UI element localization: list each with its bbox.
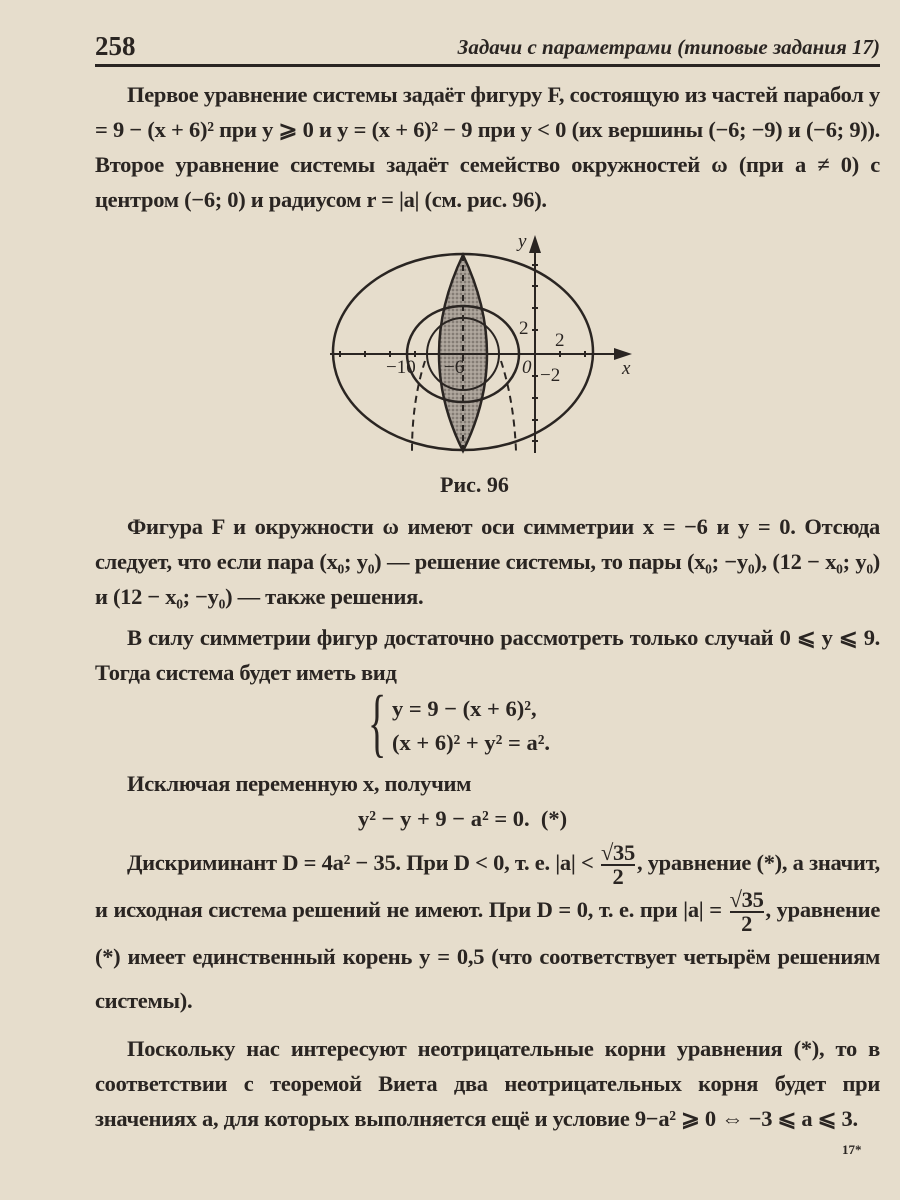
page-header	[95, 30, 880, 67]
figure-96	[320, 221, 640, 471]
page-number: 258	[95, 31, 136, 61]
fraction-sqrt35-over-2: $\frac{√35}{2}$	[600, 839, 635, 889]
running-title: Задачи с параметрами (типовые задания 17)	[457, 35, 880, 59]
fraction-sqrt35-over-2: $\frac{√35}{2}$	[729, 886, 764, 936]
paragraph-4: Исключая переменную x, получим	[127, 771, 472, 796]
paragraph-6: Поскольку нас интересуют неотрицательные корни уравнения (*), то в соответствии с теоремой Виета два неотрицательных корня будет при значениях a, для которых выполняется ещё и условие 9−a² ⩾ 0 ⇔ −3 ⩽ a ⩽ 3.	[95, 1035, 880, 1131]
y-arrow-icon	[529, 235, 541, 253]
y-axis-label: y	[518, 231, 527, 252]
x-axis-label: x	[622, 358, 631, 379]
signature-mark: 17*	[842, 1141, 862, 1157]
system-line-2: (x + 6)² + y² = a².	[392, 730, 551, 755]
paragraph-3: В силу симметрии фигур достаточно рассмотреть только случай 0 ⩽ y ⩽ 9. Тогда система будет иметь вид	[95, 625, 880, 685]
paragraph-1: Первое уравнение системы задаёт фигуру F, состоящую из частей парабол y = 9 − (x + 6)² при y ⩾ 0 и y = (x + 6)² − 9 при y < 0 (их вершины (−6; −9) и (−6; 9)). Второе уравнение системы задаёт семейство окружностей ω (при a ≠ 0) с центром (−6; 0) и радиусом r = |a| (см. рис. 96).	[95, 82, 880, 212]
x-tick-2: 2	[555, 330, 565, 351]
x-tick-neg10: −10	[386, 357, 416, 378]
system-line-1: y = 9 − (x + 6)²,	[392, 696, 537, 721]
paragraph-5	[95, 841, 880, 1023]
equation-system	[368, 681, 880, 765]
paragraph-2: Фигура F и окружности ω имеют оси симметрии x = −6 и y = 0. Отсюда следует, что если пара (x₀; y₀) — решение системы, то пары (x₀; −y₀), (12 − x₀; y₀) и (12 − x₀; −y₀) — также решения.	[95, 514, 880, 609]
p5-part-b: , уравнение (*), а значит, и исходная система решений не имеют. При D = 0, т. е. при |a| =	[95, 850, 880, 922]
figure-caption: Рис. 96	[440, 472, 509, 497]
y-tick-neg2: −2	[540, 365, 561, 386]
page-column	[95, 30, 880, 1158]
brace-icon: {	[368, 681, 387, 765]
x-tick-neg6: −6	[444, 357, 465, 378]
origin-label: 0	[522, 357, 532, 378]
y-tick-2: 2	[519, 318, 529, 339]
equation-star: y² − y + 9 − a² = 0. (*)	[358, 806, 568, 831]
p5-part-c: , уравнение (*) имеет единственный корень y = 0,5 (что соответствует четырём решениям системы).	[95, 896, 881, 1013]
p5-part-a: Дискриминант D = 4a² − 35. При D < 0, т. е. |a| <	[127, 850, 594, 875]
